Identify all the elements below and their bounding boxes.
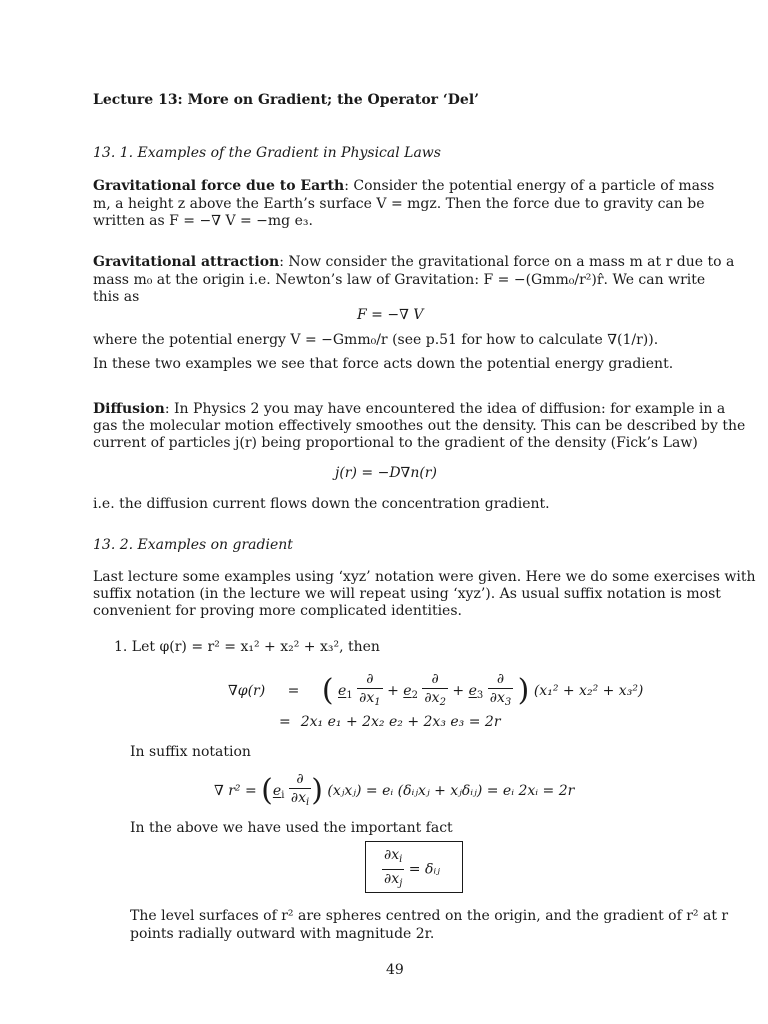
paragraph-earth-line-1 — [93, 178, 714, 195]
paragraph-attraction-line-4: where the potential energy V = −Gmm₀/r (see p.51 for how to calculate ∇(1/r)). — [93, 332, 659, 348]
equation-grad-phi-rhs: (x₁² + x₂² + x₃²) — [533, 683, 644, 699]
paragraph-diffusion-line-1 — [93, 401, 725, 418]
suffix-notation-label: In suffix notation — [130, 744, 251, 760]
paragraph-diffusion-line-2: gas the molecular motion effectively smoothes out the density. This can be described by the — [93, 418, 746, 434]
paragraph-earth-line-2: m, a height z above the Earth’s surface V = mgz. Then the force due to gravity can be — [93, 196, 705, 212]
equation-grad-phi-result: 2x₁ e₁ + 2x₂ e₂ + 2x₃ e₃ = 2r — [300, 714, 501, 730]
equation-grad-r2: ∇ $r^2 = (e_i$ $\frac{\partial}{\partial x_i}$ ) (xⱼxⱼ) = eᵢ (δᵢⱼxⱼ + xⱼδᵢⱼ) = eᵢ 2xᵢ = 2r — [214, 771, 575, 808]
paragraph-attraction-line-2: mass m₀ at the origin i.e. Newton’s law of Gravitation: F = −(Gmm₀/r²)r̂. We can write — [93, 272, 706, 288]
paragraph-diffusion-heading: Diffusion — [93, 401, 165, 417]
page-number: 49 — [386, 962, 404, 978]
important-fact-box: $\frac{\partial x_i}{\partial x_j}$ = δᵢⱼ — [365, 841, 463, 893]
important-fact-rhs: = δᵢⱼ — [408, 861, 440, 878]
paragraph-attraction-text: : Now consider the gravitational force on a mass m at r due to a — [279, 254, 735, 270]
paragraph-diffusion-line-3: current of particles j(r) being proportional to the gradient of the density (Fick’s Law) — [93, 435, 698, 451]
paragraph-attraction-heading: Gravitational attraction — [93, 254, 280, 270]
section-heading-1: 13. 1. Examples of the Gradient in Physical Laws — [93, 145, 441, 161]
important-fact-label: In the above we have used the important fact — [130, 820, 453, 836]
paragraph-diffusion-text: : In Physics 2 you may have encountered the idea of diffusion: for example in a — [164, 401, 726, 417]
equation-ficks-law: j(r) = −D∇n(r) — [335, 465, 437, 481]
paragraph-suffix-line-3: convenient for proving more complicated identities. — [93, 603, 462, 619]
section-heading-2: 13. 2. Examples on gradient — [93, 537, 293, 553]
paragraph-earth-heading: Gravitational force due to Earth — [93, 178, 345, 194]
paragraph-earth-line-3: written as F = −∇ V = −mg e₃. — [93, 213, 313, 229]
paragraph-attraction-line-5: In these two examples we see that force acts down the potential energy gradient. — [93, 356, 674, 372]
equation-force: F = −∇ V — [357, 307, 424, 323]
list-item-1: 1. Let φ(r) = r² = x₁² + x₂² + x₃², then — [114, 639, 380, 655]
equation-grad-r2-lhs: ∇ r² = — [214, 783, 257, 799]
equation-grad-phi-lhs: ∇φ(r) — [228, 683, 266, 699]
page-title: Lecture 13: More on Gradient; the Operator ‘Del’ — [93, 92, 480, 108]
paragraph-attraction-line-3: this as — [93, 289, 140, 305]
paragraph-suffix-line-1: Last lecture some examples using ‘xyz’ notation were given. Here we do some exercises with — [93, 569, 756, 585]
equation-grad-phi-line-2: = 2x₁ e₁ + 2x₂ e₂ + 2x₃ e₃ = 2r — [279, 714, 501, 730]
paragraph-suffix-line-2: suffix notation (in the lecture we will repeat using ‘xyz’). As usual suffix notation is most — [93, 586, 721, 602]
paragraph-level-surfaces-line-2: points radially outward with magnitude 2r. — [130, 926, 435, 942]
paragraph-level-surfaces-line-1: The level surfaces of r² are spheres centred on the origin, and the gradient of r² at r — [130, 908, 729, 924]
equation-grad-r2-rhs: (xⱼxⱼ) = eᵢ (δᵢⱼxⱼ + xⱼδᵢⱼ) = eᵢ 2xᵢ = 2r — [327, 783, 575, 799]
paragraph-diffusion-line-4: i.e. the diffusion current flows down the concentration gradient. — [93, 496, 550, 512]
equation-grad-phi: ∇φ(r) = ( $e_1$ $\frac{\partial}{\partial x_1}$ + $e_2$ $\frac{\partial}{\partial x_2}$ + $e_3$ $\frac{\partial}{\partial x_3}$ ) (x₁² + x₂² + x₃²) — [228, 671, 644, 708]
paragraph-earth-text: : Consider the potential energy of a particle of mass — [344, 178, 715, 194]
paragraph-attraction-line-1 — [93, 254, 734, 271]
